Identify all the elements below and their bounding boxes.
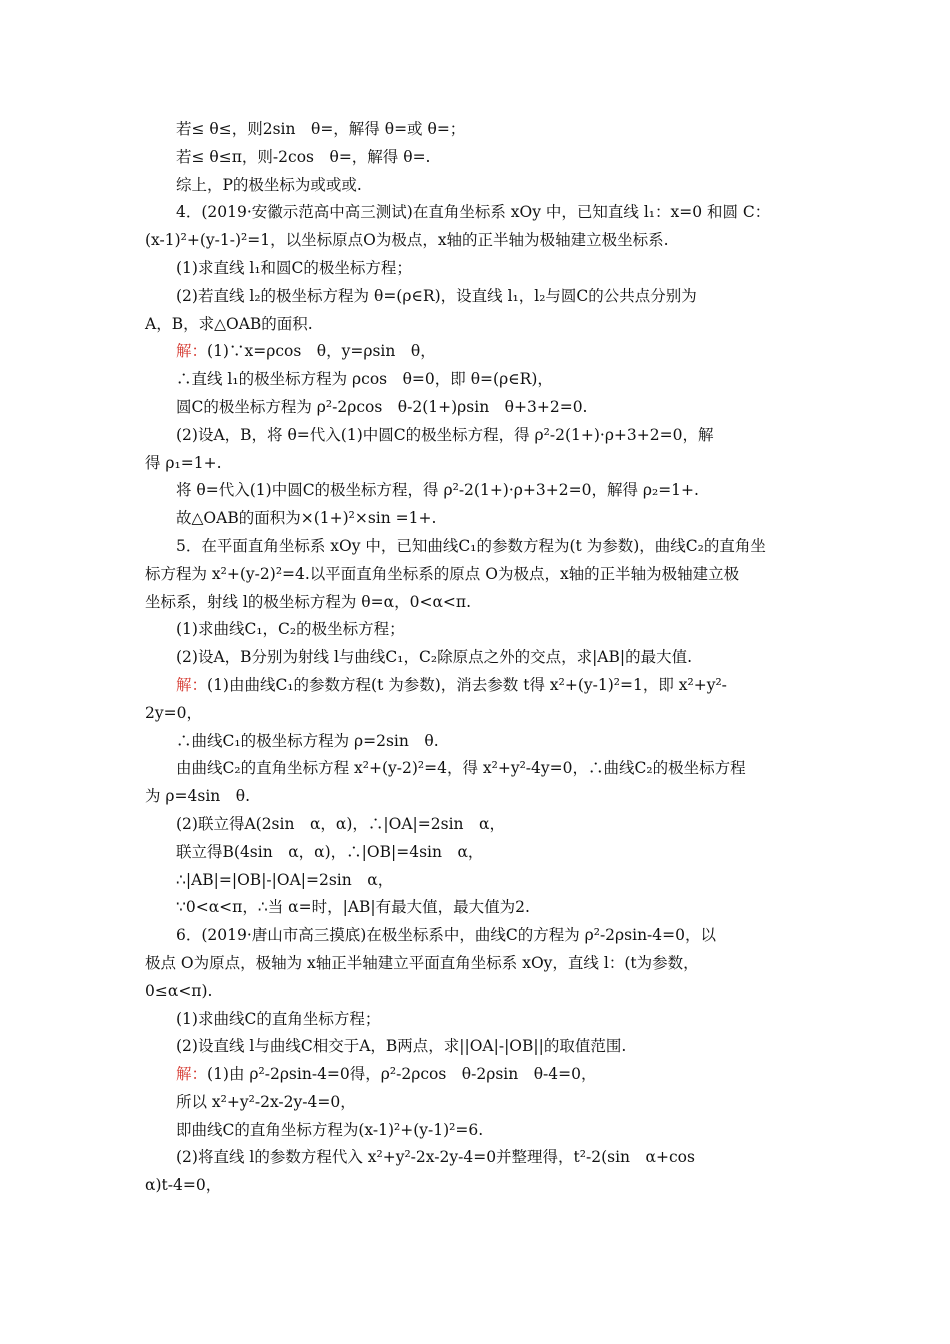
line-text: ∴直线 l₁的极坐标方程为 ρcos θ=0，即 θ=(ρ∈R)， — [176, 370, 553, 389]
line-text: ∴|AB|=|OB|-|OA|=2sin α， — [176, 870, 394, 889]
text-line — [145, 922, 813, 950]
text-line — [145, 561, 813, 589]
line-text: 为 ρ=4sin θ. — [145, 787, 251, 806]
line-text: 2y=0， — [145, 703, 202, 722]
text-line — [145, 450, 813, 478]
text-line — [145, 867, 813, 895]
text-line — [145, 783, 813, 811]
line-text: (1)求直线 l₁和圆C的极坐标方程； — [176, 258, 412, 277]
line-text: 6．(2019·唐山市高三摸底)在极坐标系中，曲线C的方程为 ρ²-2ρsin-4=0，以 — [176, 926, 716, 945]
line-text: ∴曲线C₁的极坐标方程为 ρ=2sin θ. — [176, 731, 439, 750]
text-line — [145, 172, 813, 200]
line-text: ∵0<α<π，∴当 α=时，|AB|有最大值，最大值为2. — [176, 898, 530, 917]
solution-label: 解： — [176, 342, 208, 361]
text-line — [145, 1144, 813, 1172]
line-text: 得 ρ₁=1+. — [145, 453, 222, 472]
solution-line — [145, 338, 813, 366]
line-text: (1)∵x=ρcos θ，y=ρsin θ， — [207, 342, 436, 361]
text-line — [145, 1172, 813, 1200]
text-line — [145, 477, 813, 505]
line-text: A，B，求△OAB的面积. — [145, 314, 313, 333]
line-text: (x-1)²+(y-1-)²=1，以坐标原点O为极点，x轴的正半轴为极轴建立极坐标系. — [145, 231, 669, 250]
solution-label: 解： — [176, 675, 208, 694]
text-line — [145, 505, 813, 533]
line-text: 所以 x²+y²-2x-2y-4=0， — [176, 1092, 356, 1111]
line-text: 0≤α<π). — [145, 981, 213, 1000]
solution-label: 解： — [176, 1065, 208, 1084]
line-text: 坐标系，射线 l的极坐标方程为 θ=α，0<α<π. — [145, 592, 472, 611]
text-line — [145, 1006, 813, 1034]
text-line — [145, 728, 813, 756]
text-line — [145, 283, 813, 311]
line-text: 若≤ θ≤π，则-2cos θ=，解得 θ=. — [176, 147, 431, 166]
text-line — [145, 1033, 813, 1061]
line-text: (1)由 ρ²-2ρsin-4=0得，ρ²-2ρcos θ-2ρsin θ-4=0， — [207, 1065, 597, 1084]
text-line — [145, 1089, 813, 1117]
line-text: α)t-4=0， — [145, 1176, 222, 1195]
text-line — [145, 199, 813, 227]
solution-line — [145, 1061, 813, 1089]
line-text: (2)设直线 l与曲线C相交于A，B两点，求||OA|-|OB||的取值范围. — [176, 1037, 627, 1056]
text-line — [145, 700, 813, 728]
text-line — [145, 422, 813, 450]
text-line — [145, 1117, 813, 1145]
line-text: (2)设A，B分别为射线 l与曲线C₁，C₂除原点之外的交点，求|AB|的最大值. — [176, 648, 693, 667]
line-text: 综上，P的极坐标为或或或. — [176, 175, 362, 194]
text-line — [145, 644, 813, 672]
text-line — [145, 589, 813, 617]
text-line — [145, 950, 813, 978]
text-line — [145, 616, 813, 644]
text-line — [145, 366, 813, 394]
line-text: 5．在平面直角坐标系 xOy 中，已知曲线C₁的参数方程为(t 为参数)，曲线C₂的直角坐 — [176, 536, 766, 555]
line-text: (1)由曲线C₁的参数方程(t 为参数)，消去参数 t得 x²+(y-1)²=1，即 x²+y²- — [207, 675, 727, 694]
text-line — [145, 811, 813, 839]
line-text: (1)求曲线C的直角坐标方程； — [176, 1009, 381, 1028]
text-line — [145, 894, 813, 922]
text-line — [145, 533, 813, 561]
line-text: 联立得B(4sin α，α)，∴|OB|=4sin α， — [176, 842, 484, 861]
line-text: 极点 O为原点，极轴为 x轴正半轴建立平面直角坐标系 xOy，直线 l：(t为参数， — [145, 953, 699, 972]
line-text: (2)若直线 l₂的极坐标方程为 θ=(ρ∈R)，设直线 l₁，l₂与圆C的公共点分别为 — [176, 286, 697, 305]
line-text: (2)联立得A(2sin α，α)，∴|OA|=2sin α， — [176, 814, 505, 833]
text-line — [145, 144, 813, 172]
text-line — [145, 116, 813, 144]
text-line — [145, 394, 813, 422]
text-line — [145, 255, 813, 283]
text-line — [145, 227, 813, 255]
line-text: 若≤ θ≤，则2sin θ=，解得 θ=或 θ=； — [176, 120, 466, 138]
line-text: (1)求曲线C₁，C₂的极坐标方程； — [176, 620, 405, 639]
text-line — [145, 311, 813, 339]
text-line — [145, 839, 813, 867]
line-text: 将 θ=代入(1)中圆C的极坐标方程，得 ρ²-2(1+)·ρ+3+2=0，解得 ρ₂=1+. — [176, 481, 699, 500]
line-text: 标方程为 x²+(y-2)²=4.以平面直角坐标系的原点 O为极点，x轴的正半轴为极轴建立极 — [145, 564, 740, 583]
text-line — [145, 978, 813, 1006]
line-text: 故△OAB的面积为×(1+)²×sin =1+. — [176, 509, 437, 528]
line-text: 圆C的极坐标方程为 ρ²-2ρcos θ-2(1+)ρsin θ+3+2=0. — [176, 397, 588, 416]
line-text: 即曲线C的直角坐标方程为(x-1)²+(y-1)²=6. — [176, 1120, 484, 1139]
line-text: (2)将直线 l的参数方程代入 x²+y²-2x-2y-4=0并整理得，t²-2(sin α+cos — [176, 1148, 695, 1167]
solution-line — [145, 672, 813, 700]
document-page — [145, 116, 813, 1200]
line-text: 由曲线C₂的直角坐标方程 x²+(y-2)²=4，得 x²+y²-4y=0，∴曲线C₂的极坐标方程 — [176, 759, 746, 778]
line-text: 4．(2019·安徽示范高中高三测试)在直角坐标系 xOy 中，已知直线 l₁：x=0 和圆 C： — [176, 203, 771, 222]
line-text: (2)设A，B，将 θ=代入(1)中圆C的极坐标方程，得 ρ²-2(1+)·ρ+3+2=0，解 — [176, 425, 714, 444]
text-line — [145, 755, 813, 783]
